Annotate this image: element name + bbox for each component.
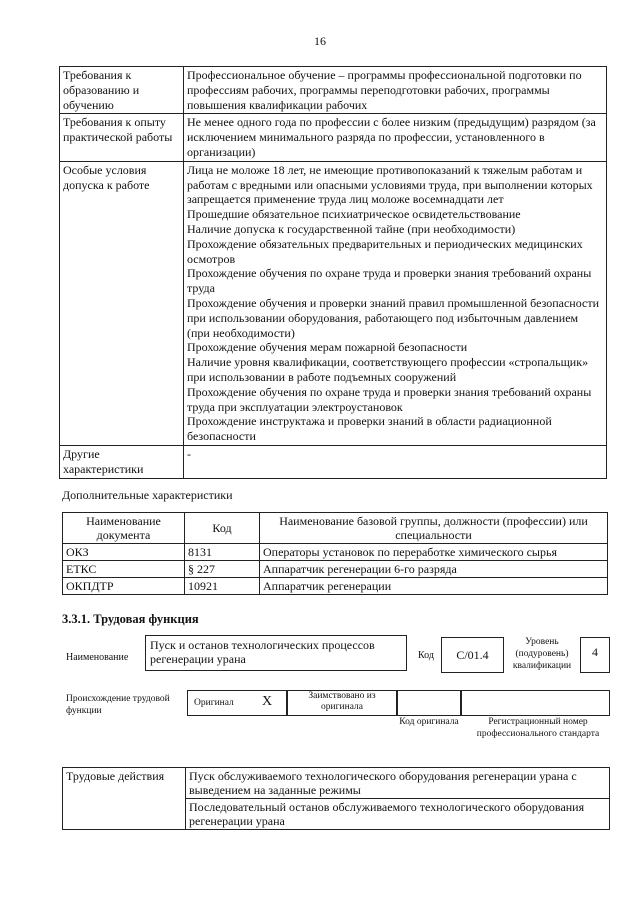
additional-table	[62, 512, 608, 595]
cell-doc: ЕТКС	[63, 561, 185, 578]
condition-item: Прохождение обучения мерам пожарной безопасности	[187, 340, 468, 355]
row-value: -	[184, 445, 607, 478]
actions-table	[62, 767, 610, 830]
condition-item: Прошедшие обязательное психиатрическое освидетельствование	[187, 207, 521, 222]
action-item: Последовательный останов обслуживаемого технологического оборудования регенерации урана	[186, 799, 610, 830]
row-value	[184, 161, 607, 445]
condition-item: Прохождение обучения и проверки знаний правил промышленной безопасности при использовании оборудования, работающего под избыточным давлением (при необходимости)	[187, 295, 600, 340]
table-row	[63, 578, 608, 595]
requirements-table	[59, 66, 607, 479]
condition-item: Прохождение обязательных предварительных и периодических медицинских осмотров	[187, 236, 583, 266]
origin-label: Происхождение трудовой функции	[66, 694, 170, 716]
condition-item: Лица не моложе 18 лет, не имеющие противопоказаний к тяжелым работам и работам с вредными или опасными условиями труда, при выполнении которых запрещается применение труда лиц моложе восемнадцати лет	[187, 162, 593, 207]
original-label: Оригинал	[194, 698, 234, 708]
row-label: Требования к опыту практической работы	[60, 114, 184, 161]
table-row	[60, 114, 607, 161]
code-original-label: Код оригинала	[399, 717, 459, 727]
name-label: Наименование	[66, 652, 129, 663]
page-number: 16	[314, 34, 326, 48]
original-mark: X	[262, 694, 273, 709]
row-label: Требования к образованию и обучению	[60, 67, 184, 114]
col-header: Код	[185, 513, 260, 544]
cell-name: Операторы установок по переработке химического сырья	[260, 544, 608, 561]
cell-name: Аппаратчик регенерации	[260, 578, 608, 595]
table-row	[60, 67, 607, 114]
reg-number-label: Регистрационный номер профессионального стандарта	[476, 717, 600, 739]
table-row	[60, 445, 607, 478]
condition-item: Прохождение обучения по охране труда и проверки знания требований охраны труда	[187, 266, 592, 296]
level-label: Уровень (подуровень) квалификации	[512, 637, 572, 671]
table-row	[60, 161, 607, 445]
table-row	[63, 544, 608, 561]
cell-code: § 227	[185, 561, 260, 578]
additional-title: Дополнительные характеристики	[62, 488, 233, 502]
condition-item: Наличие уровня квалификации, соответствующего профессии «стропальщик» при использовании в работе подъемных сооружений	[187, 355, 589, 384]
row-value: Профессиональное обучение – программы профессиональной подготовки по профессиям рабочих, программы переподготовки рабочих, программы повышения квалификации рабочих	[184, 67, 607, 114]
original-cell	[187, 690, 288, 716]
table-header-row	[63, 513, 608, 544]
condition-item: Наличие допуска к государственной тайне (при необходимости)	[187, 221, 516, 236]
cell-doc: ОКПДТР	[63, 578, 185, 595]
original-code-cell	[396, 690, 462, 716]
cell-code: 8131	[185, 544, 260, 561]
table-row	[63, 561, 608, 578]
row-label: Другие характеристики	[60, 445, 184, 478]
actions-label: Трудовые действия	[63, 768, 186, 830]
col-header: Наименование базовой группы, должности (профессии) или специальности	[260, 513, 608, 544]
cell-name: Аппаратчик регенерации 6-го разряда	[260, 561, 608, 578]
table-row	[63, 768, 610, 799]
function-name-box: Пуск и останов технологических процессов регенерации урана	[145, 635, 407, 671]
row-value: Не менее одного года по профессии с более низким (предыдущим) разрядом (за исключением минимального разряда по профессии, установленного в организации)	[184, 114, 607, 161]
cell-doc: ОКЗ	[63, 544, 185, 561]
col-header: Наименование документа	[63, 513, 185, 544]
function-heading: 3.3.1. Трудовая функция	[62, 612, 199, 626]
code-label: Код	[418, 650, 434, 661]
borrowed-cell: Заимствовано из оригинала	[286, 690, 398, 716]
level-box: 4	[580, 637, 610, 673]
cell-code: 10921	[185, 578, 260, 595]
condition-item: Прохождение инструктажа и проверки знаний в области радиационной безопасности	[187, 414, 552, 444]
reg-number-cell	[460, 690, 610, 716]
row-label: Особые условия допуска к работе	[60, 161, 184, 445]
condition-item: Прохождение обучения по охране труда и проверки знания требований охраны труда при эксплуатации электроустановок	[187, 384, 592, 414]
action-item: Пуск обслуживаемого технологического оборудования регенерации урана с выведением на заданные режимы	[186, 768, 610, 799]
function-code-box: С/01.4	[441, 637, 504, 673]
